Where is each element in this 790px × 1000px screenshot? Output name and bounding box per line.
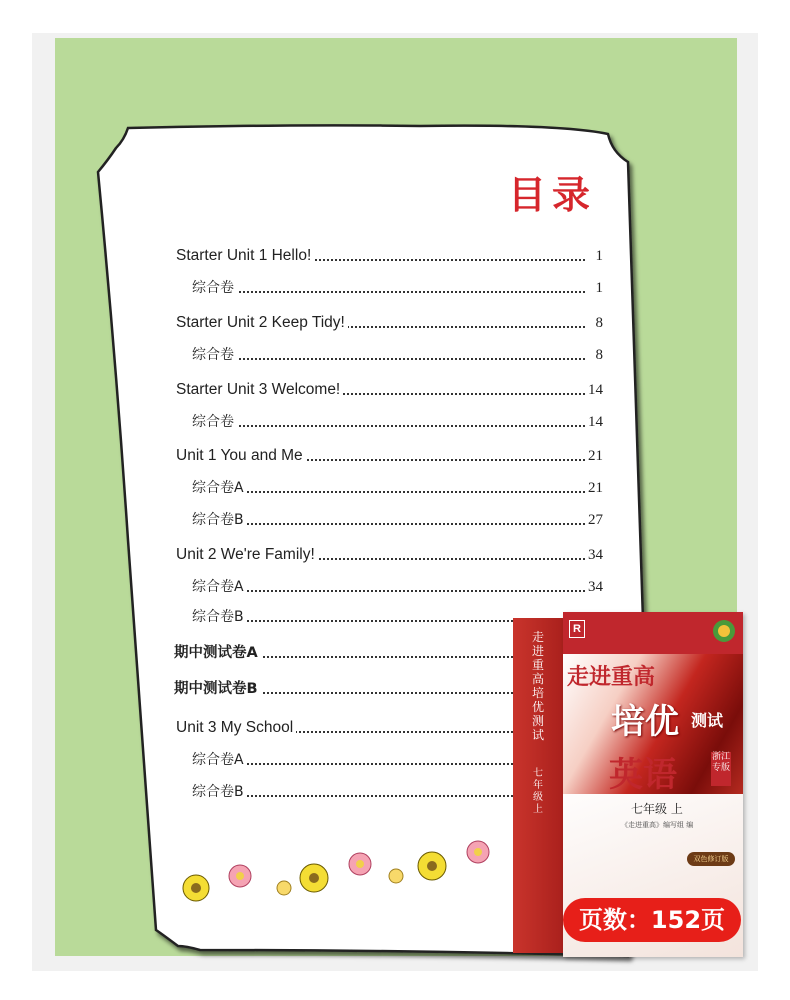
toc-entry-label: 综合卷B [192, 510, 247, 530]
toc-entry-label: Starter Unit 1 Hello! [176, 246, 314, 266]
toc-entry-label: Unit 1 You and Me [176, 446, 306, 466]
toc-entry-page: 21 [588, 480, 603, 496]
toc-entry-page: 21 [588, 448, 603, 464]
toc-entry [192, 345, 603, 369]
publisher-logo-icon: R [569, 620, 585, 638]
toc-entry-label: Starter Unit 2 Keep Tidy! [176, 313, 348, 333]
toc-entry-page: 1 [595, 280, 603, 296]
toc-entry [176, 545, 603, 569]
spine-grade: 七年级上 [533, 768, 543, 815]
book-grade: 七年级 上 [631, 802, 683, 816]
toc-leader-dots [192, 523, 585, 525]
toc-leader-dots [192, 590, 585, 592]
book-subject: 英语 [609, 755, 677, 795]
toc-leader-dots [192, 291, 585, 293]
toc-entry-label: Unit 2 We're Family! [176, 545, 318, 565]
toc-leader-dots [192, 425, 585, 427]
toc-entry-page: 1 [595, 248, 603, 264]
toc-entry [176, 246, 603, 270]
toc-entry-page: 34 [588, 579, 603, 595]
toc-entry [192, 577, 603, 601]
toc-entry-label: 综合卷A [192, 478, 247, 498]
toc-entry-page: 14 [588, 414, 603, 430]
edition-badge: 双色修订版 [687, 852, 735, 866]
book-title-line2b: 测试 [691, 711, 724, 730]
toc-entry-label: Unit 3 My School [176, 718, 296, 738]
toc-entry-label: 综合卷A [192, 577, 247, 597]
toc-entry [176, 313, 603, 337]
book-title-line2: 培优 [611, 702, 679, 742]
toc-entry-label: 期中测试卷A [174, 643, 261, 663]
toc-entry-label: 综合卷 [192, 278, 237, 298]
book-top-band [563, 612, 743, 654]
toc-entry-label: 综合卷B [192, 607, 247, 627]
toc-title: 目录 [508, 173, 597, 217]
tree-logo-icon [709, 618, 739, 648]
toc-entry [176, 380, 603, 404]
toc-entry-page: 34 [588, 547, 603, 563]
toc-entry-label: 综合卷 [192, 412, 237, 432]
toc-entry-page: 27 [588, 512, 603, 528]
book-editor: 《走进重高》编写组 编 [621, 821, 694, 829]
toc-entry-label: Starter Unit 3 Welcome! [176, 380, 343, 400]
book-spine [513, 618, 565, 953]
toc-entry-label: 综合卷 [192, 345, 237, 365]
toc-entry [192, 412, 603, 436]
toc-leader-dots [192, 491, 585, 493]
toc-entry-label: 综合卷A [192, 750, 247, 770]
edition-tag: 浙江专版 [711, 752, 731, 786]
toc-entry [192, 278, 603, 302]
spine-title: 走进重高培优测试 [531, 630, 544, 742]
toc-entry-label: 综合卷B [192, 782, 247, 802]
toc-entry [192, 510, 603, 534]
toc-entry [192, 478, 603, 502]
toc-entry-page: 8 [595, 315, 603, 331]
toc-entry-label: 期中测试卷B [174, 679, 261, 699]
toc-entry-page: 8 [595, 347, 603, 363]
book-title-line1: 走进重高 [567, 665, 656, 690]
toc-entry [176, 446, 603, 470]
toc-entry-page: 14 [588, 382, 603, 398]
page-count-badge: 页数：152页 [563, 898, 741, 942]
toc-leader-dots [192, 358, 585, 360]
